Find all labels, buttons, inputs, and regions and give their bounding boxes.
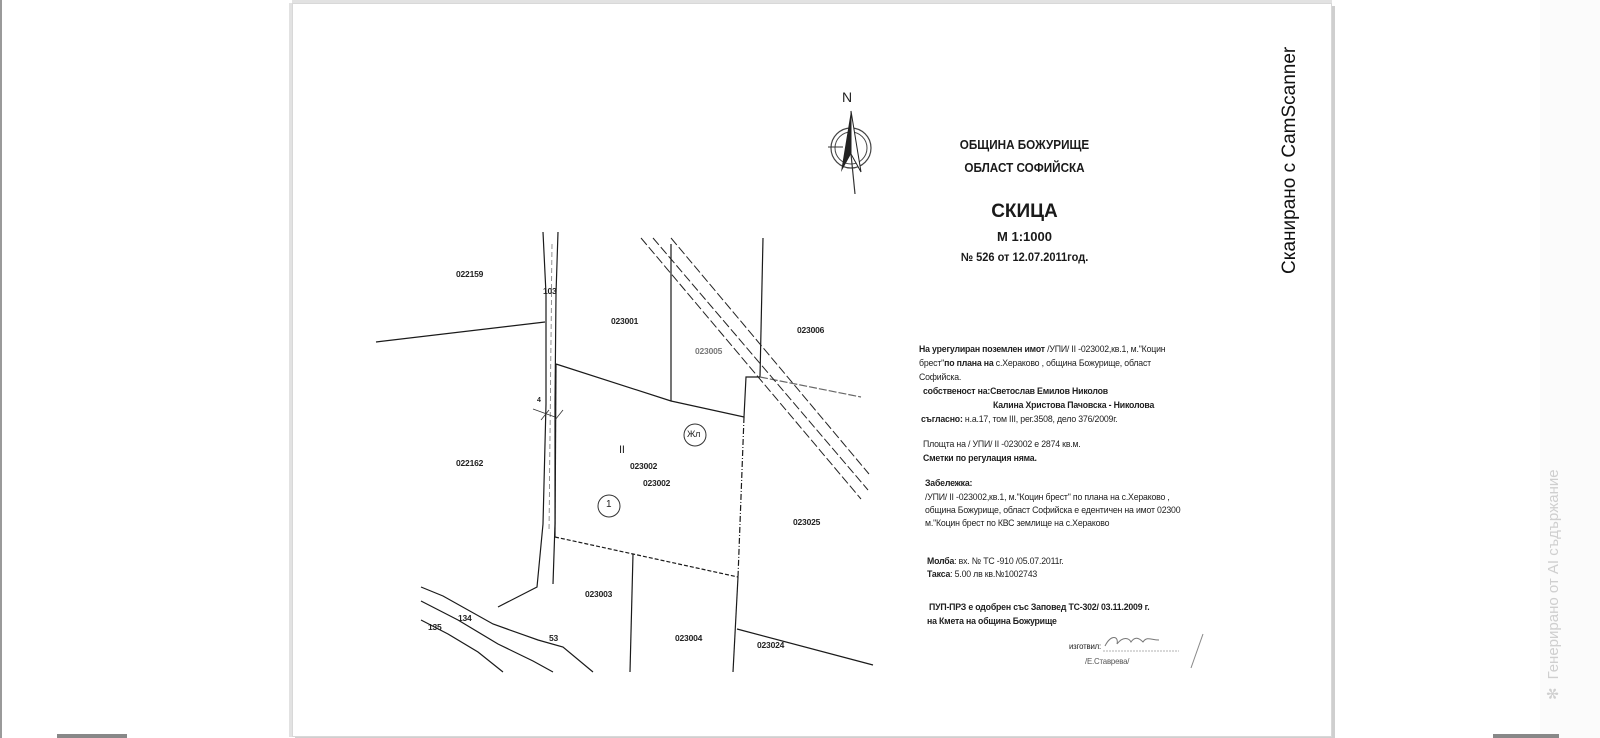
parcel-label: 134 <box>458 613 472 623</box>
note-line: /УПИ/ II -023002,кв.1, м."Коцин брест" по плана на с.Хераково , <box>925 492 1170 503</box>
parcel-label: 103 <box>543 286 557 296</box>
description-line-3: Софийска. <box>919 372 962 383</box>
ai-watermark-text: Генерирано от AI съдържание <box>1545 469 1562 680</box>
north-label: N <box>842 89 852 105</box>
north-arrow-icon <box>828 111 871 194</box>
zone-label: 1 <box>606 499 612 510</box>
note-line: община Божурище, област Софийска е едентичен на имот 02300 <box>925 505 1181 516</box>
zone-label: Жл <box>687 429 701 439</box>
note-label: Забележка: <box>925 478 973 489</box>
parcel-label: 023001 <box>611 316 639 326</box>
description-text: брест" <box>919 358 945 369</box>
description-text: /УПИ/ II -023002,кв.1, м."Коцин <box>1044 344 1166 355</box>
area-line: Площта на / УПИ/ II -023002 е 2874 кв.м. <box>923 439 1081 450</box>
request-value: : вх. № ТС -910 /05.07.2011г. <box>954 556 1064 567</box>
request-line <box>927 556 1063 567</box>
parcel-label: 022159 <box>456 269 484 279</box>
ai-generated-watermark <box>1544 410 1566 700</box>
parcel-label: 023025 <box>793 517 821 527</box>
according-value: н.а.17, том III, рег.3508, дело 376/2009г. <box>962 414 1118 425</box>
note-line: м."Коцин брест по КВС землище на с.Хераково <box>925 518 1110 529</box>
parcel-label: 023002 <box>643 478 671 488</box>
owners-label: собственост на: <box>923 386 991 397</box>
description-line-2 <box>919 358 1151 369</box>
parcel-label: 023002 <box>630 461 658 471</box>
request-label: Молба <box>927 556 955 567</box>
viewer-scrollbar-right[interactable] <box>1493 734 1559 738</box>
parcel-label: 135 <box>428 622 442 632</box>
owners-line <box>923 386 1108 397</box>
regulation-line: Сметки по регулация няма. <box>923 453 1037 464</box>
parcel-label: 023004 <box>675 633 703 643</box>
owner-name: Светослав Емилов Николов <box>990 386 1108 397</box>
municipality-name: ОБЩИНА БОЖУРИЩЕ <box>959 137 1090 152</box>
map-scale: М 1:1000 <box>997 229 1052 244</box>
fee-value: : 5.00 лв кв.№1002743 <box>950 569 1038 580</box>
according-label: съгласно: <box>921 414 963 425</box>
description-text: с.Хераково , община Божурище, област <box>993 358 1151 369</box>
prepared-by-label: изготвил: <box>1069 641 1101 651</box>
description-line-1 <box>919 344 1165 355</box>
camscanner-watermark: Сканирано с CamScanner <box>1279 46 1300 274</box>
document-number: № 526 от 12.07.2011год. <box>960 250 1089 264</box>
region-name: ОБЛАСТ СОФИЙСКА <box>964 160 1085 175</box>
plot-number-label: II <box>619 444 625 456</box>
approval-line: ПУП-ПРЗ е одобрен със Заповед ТС-302/ 03.11.2009 г. <box>929 602 1150 613</box>
dimension-label: 4 <box>537 397 541 404</box>
parcel-label: 023003 <box>585 589 613 599</box>
description-bold: На урегулиран поземлен имот <box>919 344 1045 355</box>
parcel-label: 023005 <box>695 346 723 356</box>
parcel-label: 022162 <box>456 458 484 468</box>
owner-name: Калина Христова Пачовска - Николова <box>993 400 1155 411</box>
parcel-label: 023024 <box>757 640 785 650</box>
scanned-document-page <box>292 3 1332 737</box>
fee-label: Такса <box>927 569 951 580</box>
prepared-by-name: /Е.Ставрева/ <box>1085 656 1130 666</box>
parcel-label: 53 <box>549 633 559 643</box>
according-line <box>921 414 1117 425</box>
viewer-left-edge <box>0 0 2 738</box>
cadastral-map <box>293 4 1331 736</box>
sparkle-icon: ✻ <box>1545 687 1562 700</box>
fee-line <box>927 569 1037 580</box>
description-bold: по плана на <box>944 358 994 369</box>
document-title: СКИЦА <box>991 201 1058 222</box>
parcel-label: 023006 <box>797 325 825 335</box>
approval-line: на Кмета на община Божурище <box>927 616 1057 627</box>
viewer-scrollbar-left[interactable] <box>57 734 127 738</box>
